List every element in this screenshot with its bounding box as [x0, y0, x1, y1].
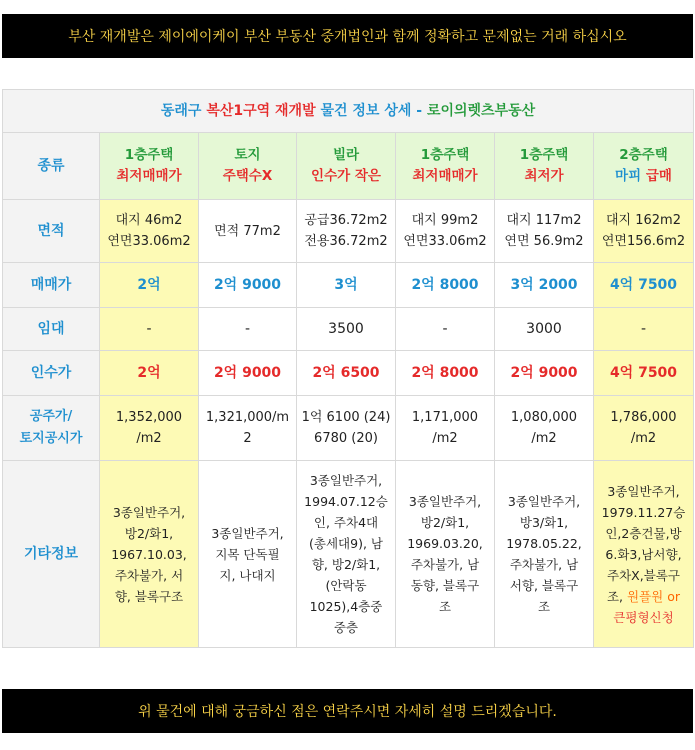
row-label-type: 종류 [3, 133, 100, 200]
type-main: 1층주택 [420, 147, 470, 163]
title-agency: 로이의렛츠부동산 [426, 102, 536, 119]
area-cell: 대지 117m2 연면 56.9m2 [495, 200, 594, 263]
etc-highlight: 원플원 or [627, 588, 681, 604]
sale-cell: 2억 [100, 263, 199, 308]
type-row [3, 133, 694, 200]
top-banner-text: 부산 재개발은 제이에이케이 부산 부동산 중개법인과 함께 정확하고 문제없는 거래 하십시오 [68, 29, 627, 45]
etc-cell: 3종일반주거, 지목 단독필 지, 나대지 [199, 461, 297, 648]
type-main: 토지 [234, 147, 261, 163]
area-cell: 공급36.72m2 전용36.72m2 [297, 200, 396, 263]
type-cell [396, 133, 495, 200]
public-price-cell: 1,080,000 /m2 [495, 396, 594, 461]
type-cell [495, 133, 594, 200]
area-cell: 대지 99m2 연면33.06m2 [396, 200, 495, 263]
title-desc: 물건 정보 상세 - [320, 102, 423, 119]
sale-cell: 2억 9000 [199, 263, 297, 308]
type-main: 빌라 [332, 147, 360, 163]
acquisition-cell: 4억 7500 [594, 351, 694, 396]
rent-cell: - [199, 308, 297, 351]
public-price-row [3, 396, 694, 461]
type-sub: 최저가 [524, 168, 564, 184]
sale-row [3, 263, 694, 308]
type-sub: 주택수X [222, 168, 273, 184]
area-cell: 대지 162m2 연면156.6m2 [594, 200, 694, 263]
etc-highlight-2: 큰평형신청 [613, 609, 674, 625]
row-label-acquisition: 인수가 [3, 351, 100, 396]
type-main: 1층주택 [124, 147, 174, 163]
sale-cell: 4억 7500 [594, 263, 694, 308]
area-cell: 대지 46m2 연면33.06m2 [100, 200, 199, 263]
rent-cell: - [100, 308, 199, 351]
rent-cell: - [594, 308, 694, 351]
etc-cell: 3종일반주거, 방3/화1, 1978.05.22, 주차불가, 남 서향, 블록구 조 [495, 461, 594, 648]
type-sub: 최저매매가 [116, 168, 182, 184]
type-sub: 인수가 작은 [311, 168, 381, 184]
public-price-cell: 1,171,000 /m2 [396, 396, 495, 461]
sale-cell: 3억 [297, 263, 396, 308]
table-title-row [3, 90, 694, 133]
rent-cell: 3000 [495, 308, 594, 351]
acquisition-cell: 2억 6500 [297, 351, 396, 396]
etc-row [3, 461, 694, 648]
row-label-sale: 매매가 [3, 263, 100, 308]
row-label-public-price: 공주가/ 토지공시가 [3, 396, 100, 461]
etc-cell: 3종일반주거, 1979.11.27승 인,2층건물,방 6.화3,남서향, 주차X,블록구 조, 원플원 or 큰평형신청 [594, 461, 694, 648]
area-cell: 면적 77m2 [199, 200, 297, 263]
table-title [3, 90, 694, 133]
acquisition-row [3, 351, 694, 396]
acquisition-cell: 2억 [100, 351, 199, 396]
acquisition-cell: 2억 8000 [396, 351, 495, 396]
type-sub-blue: 마피 [615, 168, 642, 184]
type-sub: 최저매매가 [412, 168, 478, 184]
row-label-area: 면적 [3, 200, 100, 263]
type-sub: 급매 [645, 168, 672, 184]
title-area: 복산1구역 재개발 [206, 102, 316, 119]
public-price-cell: 1억 6100 (24) 6780 (20) [297, 396, 396, 461]
top-banner [2, 14, 693, 58]
type-cell [594, 133, 694, 200]
row-label-etc: 기타정보 [3, 461, 100, 648]
sale-cell: 2억 8000 [396, 263, 495, 308]
type-cell [100, 133, 199, 200]
sale-cell: 3억 2000 [495, 263, 594, 308]
type-cell [199, 133, 297, 200]
public-price-cell: 1,321,000/m 2 [199, 396, 297, 461]
etc-cell: 3종일반주거, 방2/화1, 1969.03.20, 주차불가, 남 동향, 블록구 조 [396, 461, 495, 648]
bottom-banner-text: 위 물건에 대해 궁금하신 점은 연락주시면 자세히 설명 드리겠습니다. [138, 704, 557, 720]
title-district: 동래구 [160, 102, 202, 119]
acquisition-cell: 2억 9000 [199, 351, 297, 396]
acquisition-cell: 2억 9000 [495, 351, 594, 396]
rent-cell: 3500 [297, 308, 396, 351]
rent-row [3, 308, 694, 351]
bottom-banner [2, 689, 693, 733]
property-table [2, 89, 694, 648]
public-price-cell: 1,786,000 /m2 [594, 396, 694, 461]
type-main: 2층주택 [619, 147, 668, 163]
type-main: 1층주택 [519, 147, 569, 163]
rent-cell: - [396, 308, 495, 351]
public-price-cell: 1,352,000 /m2 [100, 396, 199, 461]
area-row [3, 200, 694, 263]
etc-cell: 3종일반주거, 1994.07.12승 인, 주차4대 (총세대9), 남 향, 방2/화1, (안락동 1025),4층중 중층 [297, 461, 396, 648]
row-label-rent: 임대 [3, 308, 100, 351]
type-cell [297, 133, 396, 200]
etc-cell: 3종일반주거, 방2/화1, 1967.10.03, 주차불가, 서 향, 블록구조 [100, 461, 199, 648]
